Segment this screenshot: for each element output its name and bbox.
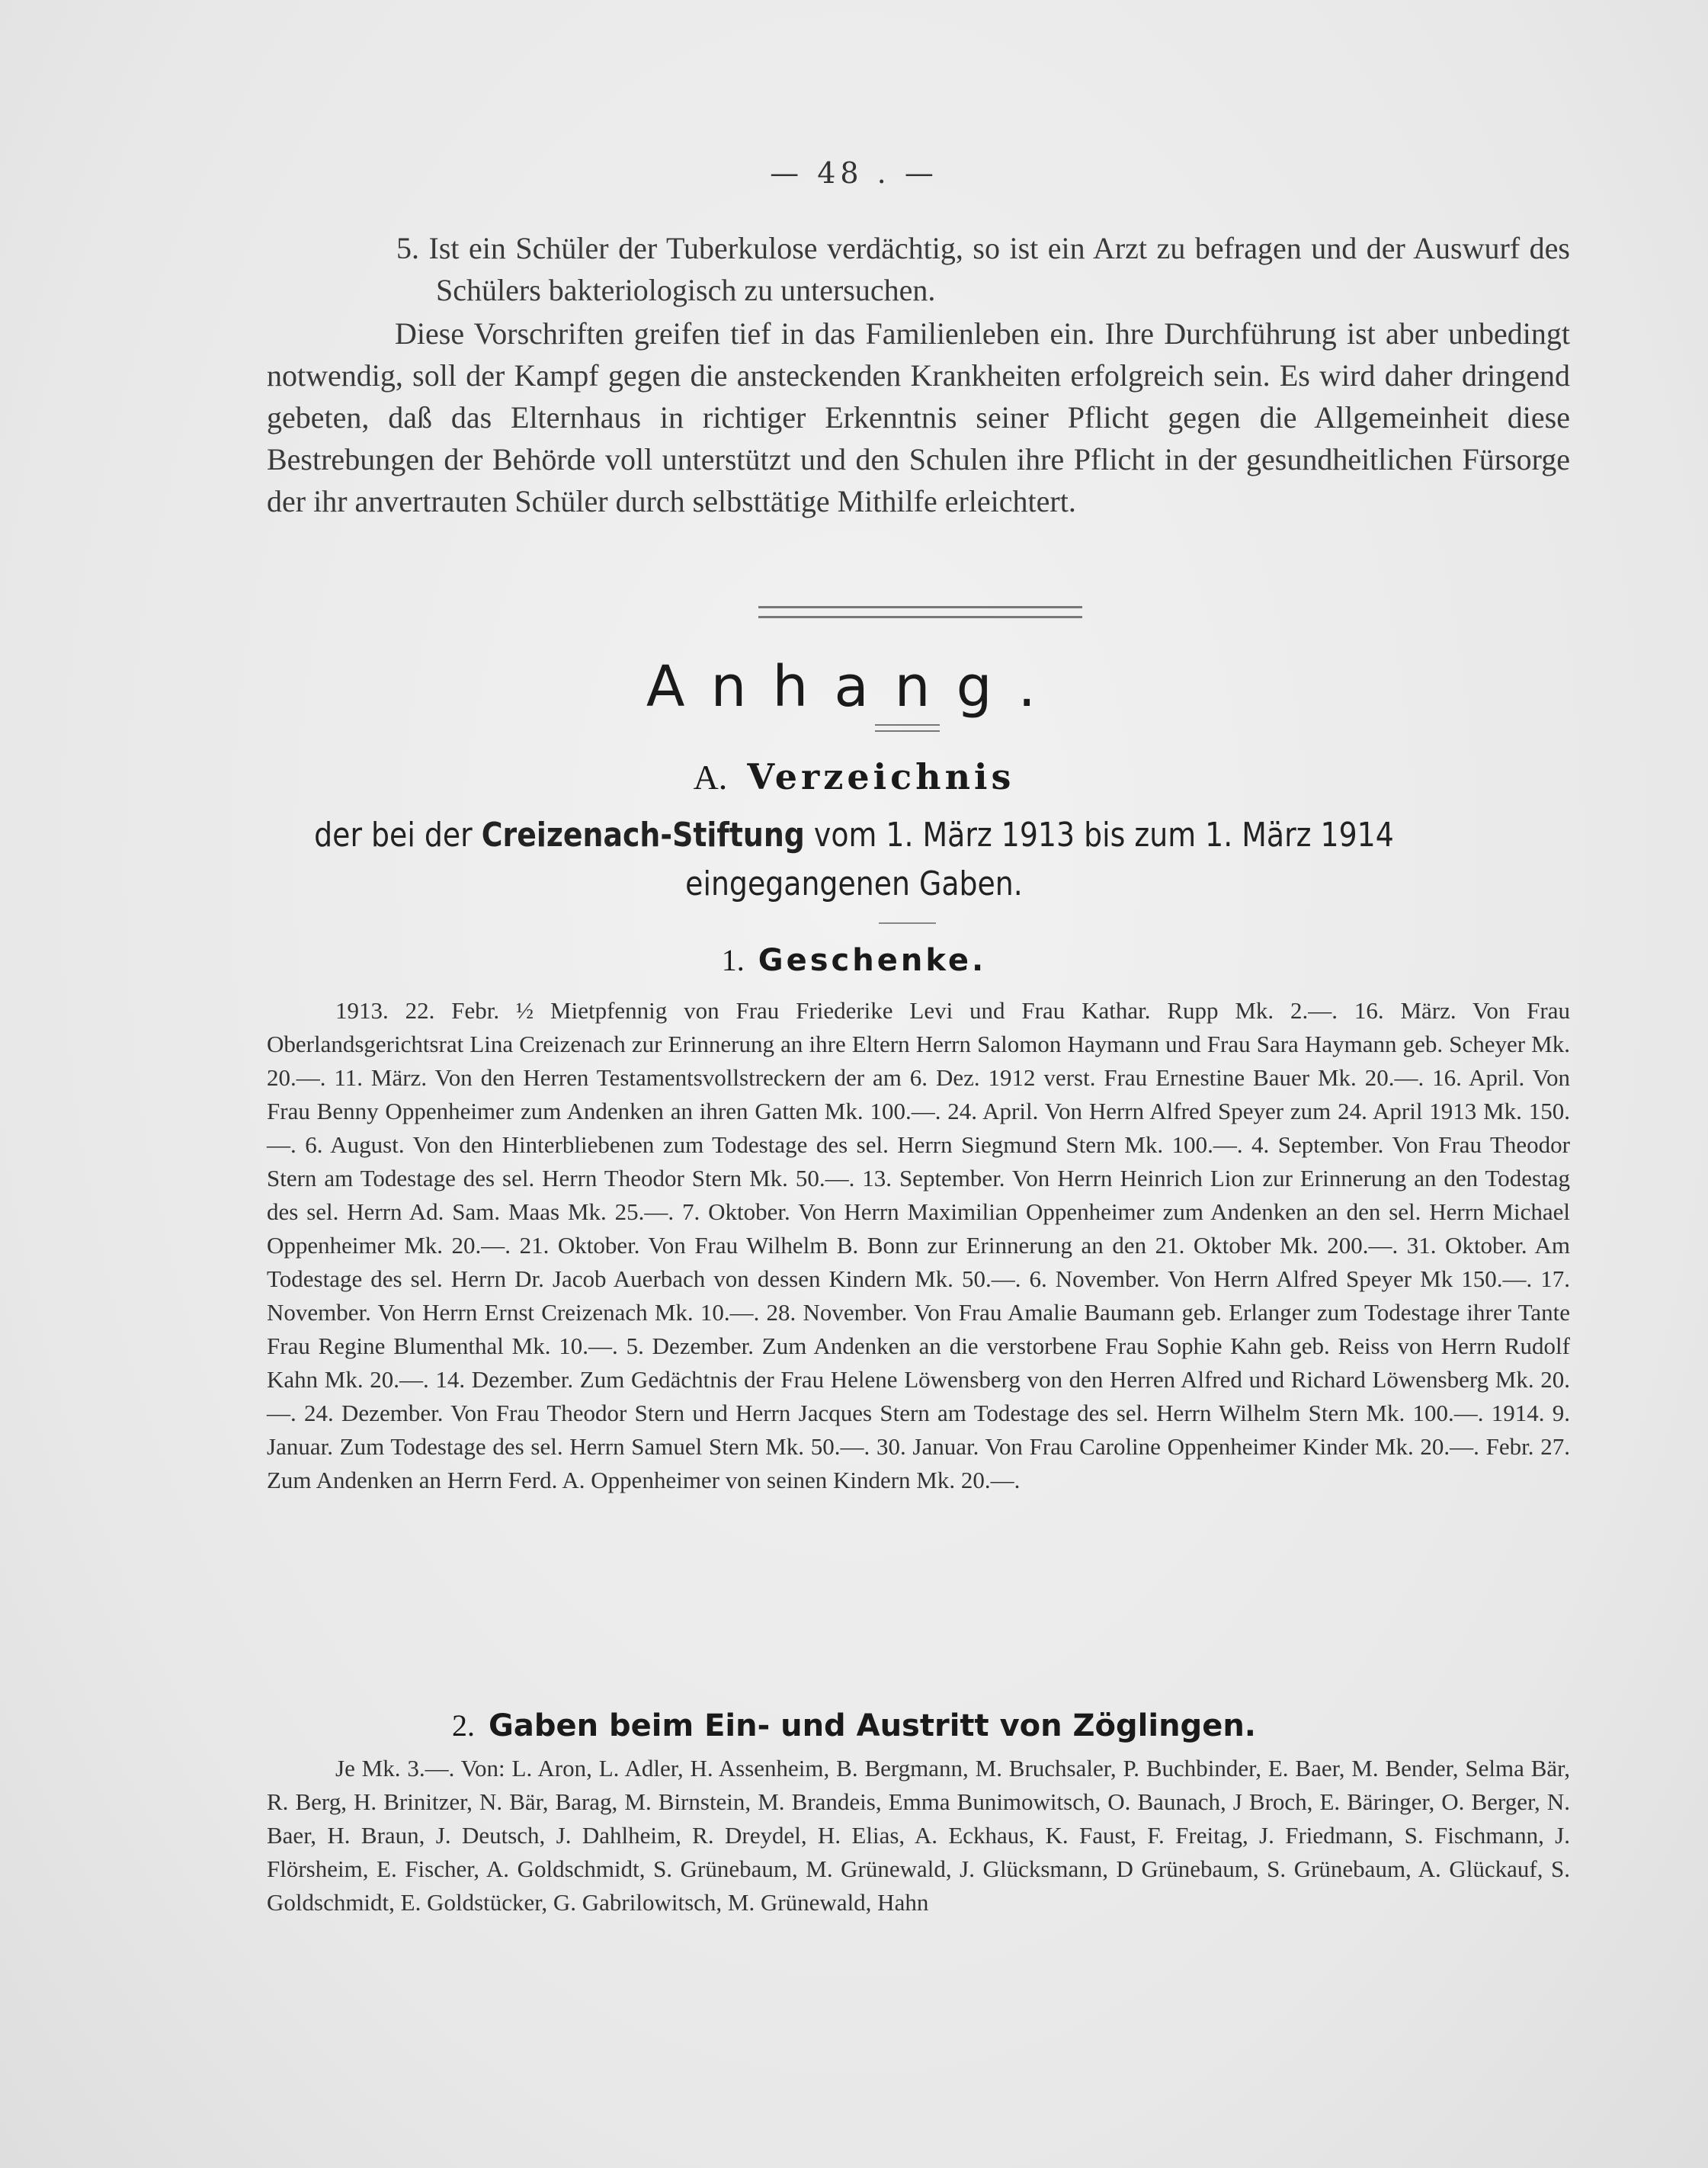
subtitle-foundation-name: Creizenach-Stiftung <box>481 816 805 855</box>
subtitle-pre: der bei der <box>314 816 482 855</box>
subtitle-line-2: eingegangenen Gaben. <box>685 864 1023 903</box>
body-paragraph <box>267 313 1570 522</box>
section-divider <box>758 606 1082 618</box>
section-letter: A. <box>693 758 728 797</box>
appendix-title: Anhang. <box>646 654 1062 720</box>
gifts-list <box>267 994 1570 1497</box>
body-paragraph-text: Diese Vorschriften greifen tief in das Familienleben ein. Ihre Durchführung ist aber unbedingt notwendig, soll der Kampf gegen die ansteckenden Krankheiten erfolgreich sein. Es wird daher dringend gebeten, daß das Elternhaus in richtiger Erkenntnis seiner Pflicht gegen die Allgemeinheit diese Bestrebungen der Behörde voll unterstützt und den Schulen ihre Pflicht in der gesundheitlichen Fürsorge der ihr anvertrauten Schüler durch selbsttätige Mithilfe erleichtert. <box>267 316 1570 518</box>
section-subtitle <box>120 811 1588 909</box>
heading-admissions <box>0 1708 1708 1743</box>
heading-gifts-title: Geschenke. <box>758 943 987 978</box>
section-title: Verzeichnis <box>747 756 1015 797</box>
admissions-text: Je Mk. 3.—. Von: L. Aron, L. Adler, H. Assenheim, B. Bergmann, M. Bruchsaler, P. Buchbinder, E. Baer, M. Bender, Selma Bär, R. Berg, H. Brinitzer, N. Bär, Barag, M. Birnstein, M. Brandeis, Emma Bunimowitsch, O. Baunach, J Broch, E. Bäringer, O. Berger, N. Baer, H. Braun, J. Deutsch, J. Dahlheim, R. Dreydel, H. Elias, A. Eckhaus, K. Faust, F. Freitag, J. Friedmann, S. Fischmann, J. Flörsheim, E. Fischer, A. Goldschmidt, S. Grünebaum, M. Grünewald, J. Glücksmann, D Grünebaum, S. Grünebaum, A. Glückauf, S. Goldschmidt, E. Goldstücker, G. Gabrilowitsch, M. Grünewald, Hahn <box>267 1755 1570 1916</box>
heading-gifts <box>0 942 1708 978</box>
gifts-text: 1913. 22. Febr. ½ Mietpfennig von Frau Friederike Levi und Frau Kathar. Rupp Mk. 2.—. 16. März. Von Frau Oberlandsgerichtsrat Lina Creizenach zur Erinnerung an ihre Eltern Herrn Salomon Haymann und Frau Sara Haymann geb. Scheyer Mk. 20.—. 11. März. Von den Herren Testamentsvollstreckern der am 6. Dez. 1912 verst. Frau Ernestine Bauer Mk. 20.—. 16. April. Von Frau Benny Oppenheimer zum Andenken an ihren Gatten Mk. 100.—. 24. April. Von Herrn Alfred Speyer zum 24. April 1913 Mk. 150.—. 6. August. Von den Hinterbliebenen zum Todestage des sel. Herrn Siegmund Stern Mk. 100.—. 4. September. Von Frau Theodor Stern am Todestage des sel. Herrn Theodor Stern Mk. 50.—. 13. September. Von Herrn Heinrich Lion zur Erinnerung an den Todestag des sel. Herrn Ad. Sam. Maas Mk. 25.—. 7. Oktober. Von Herrn Maximilian Oppenheimer zum Andenken an den sel. Herrn Michael Oppenheimer Mk. 20.—. 21. Oktober. Von Frau Wilhelm B. Bonn zur Erinnerung an den 21. Oktober Mk. 200.—. 31. Oktober. Am Todestage des sel. Herrn Dr. Jacob Auerbach von dessen Kindern Mk. 50.—. 6. November. Von Herrn Alfred Speyer Mk 150.—. 17. November. Von Herrn Ernst Creizenach Mk. 10.—. 28. November. Von Frau Amalie Baumann geb. Erlanger zum Todestage ihrer Tante Frau Regine Blumenthal Mk. 10.—. 5. Dezember. Zum Andenken an die verstorbene Frau Sophie Kahn geb. Reiss von Herrn Rudolf Kahn Mk. 20.—. 14. Dezember. Zum Gedächtnis der Frau Helene Löwensberg von den Herren Alfred und Richard Löwensberg Mk. 20.—. 24. Dezember. Von Frau Theodor Stern und Herrn Jacques Stern am Todestage des sel. Herrn Wilhelm Stern Mk. 100.—. 1914. 9. Januar. Zum Todestage des sel. Herrn Samuel Stern Mk. 50.—. 30. Januar. Von Frau Caroline Oppenheimer Kinder Mk. 20.—. Febr. 27. Zum Andenken an Herrn Ferd. A. Oppenheimer von seinen Kindern Mk. 20.—. <box>267 997 1570 1493</box>
heading-admissions-title: Gaben beim Ein- und Austritt von Zöglingen. <box>489 1708 1256 1743</box>
title-underline <box>875 724 940 732</box>
section-a-heading <box>0 756 1708 797</box>
heading-admissions-number: 2. <box>452 1708 475 1743</box>
short-divider <box>879 922 936 924</box>
subtitle-line-1 <box>120 811 1588 860</box>
list-item-5-text: 5. Ist ein Schüler der Tuberkulose verdächtig, so ist ein Arzt zu befragen und der Auswurf des Schülers bakteriologisch zu untersuchen. <box>396 231 1570 307</box>
subtitle-post: vom 1. März 1913 bis zum 1. März 1914 <box>804 816 1394 855</box>
list-item-5 <box>267 227 1570 311</box>
admissions-list <box>267 1752 1570 1919</box>
heading-gifts-number: 1. <box>721 943 745 977</box>
page-number: — 48 . — <box>770 156 938 190</box>
